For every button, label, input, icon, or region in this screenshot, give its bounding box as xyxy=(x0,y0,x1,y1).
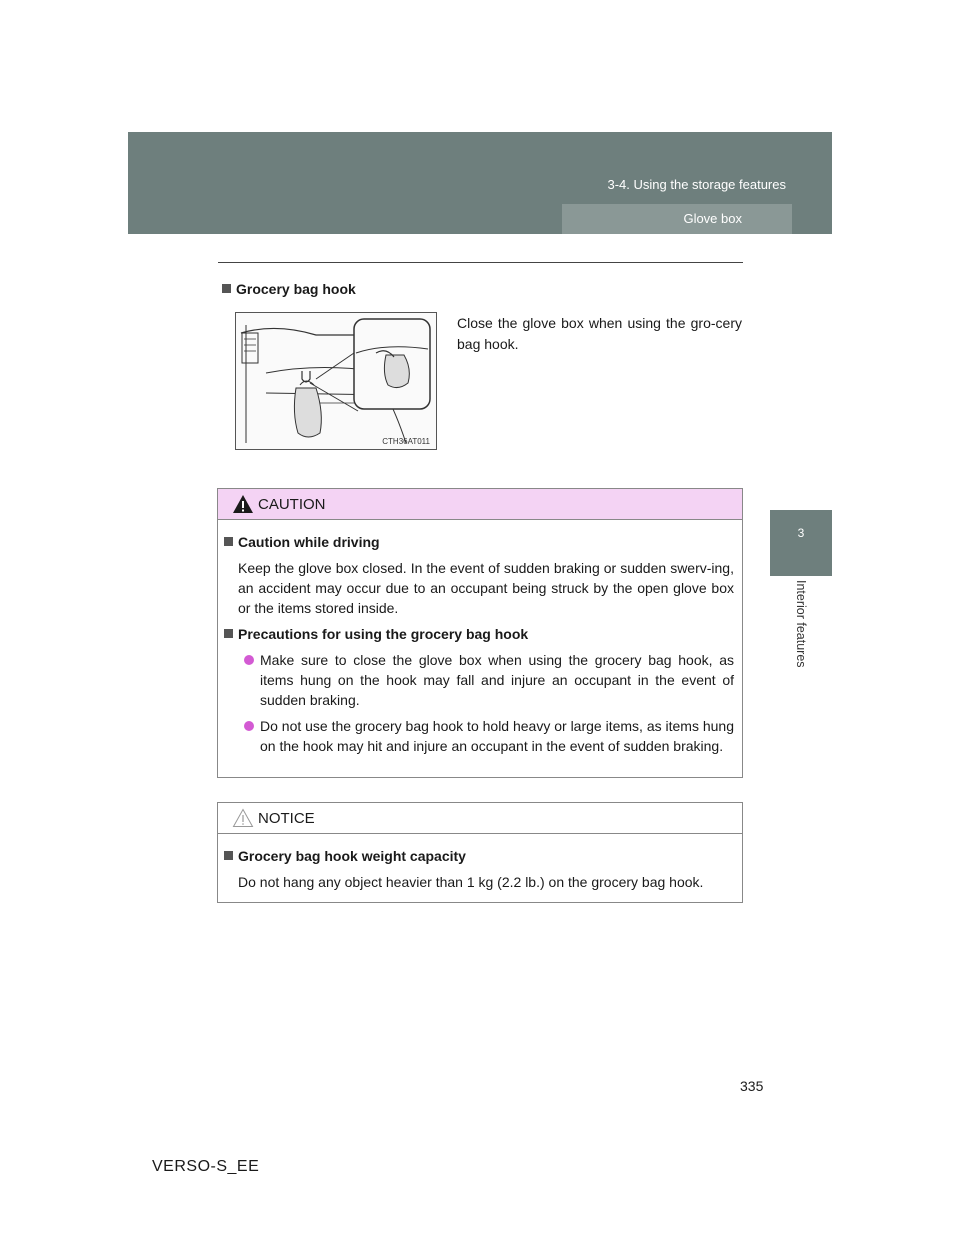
caution-bullet xyxy=(238,716,734,756)
grocery-hook-illustration xyxy=(235,312,437,450)
glove-box-drawing xyxy=(236,313,436,449)
grocery-description: Close the glove box when using the gro-cery bag hook. xyxy=(457,315,742,352)
notice-item-text: Do not hang any object heavier than 1 kg (2.2 lb.) on the grocery bag hook. xyxy=(238,874,704,890)
square-bullet-icon xyxy=(224,629,233,638)
notice-triangle-icon xyxy=(232,808,254,828)
grocery-heading-text: Grocery bag hook xyxy=(236,281,356,297)
model-code: VERSO-S_EE xyxy=(152,1158,260,1175)
square-bullet-icon xyxy=(224,851,233,860)
caution-bullet1-text: Make sure to close the glove box when using the grocery bag hook, as items hung on the hook may fall and injure an occupant in the event of sudden braking. xyxy=(260,652,734,708)
section-divider xyxy=(218,262,743,263)
caution-item2-heading-text: Precautions for using the grocery bag hook xyxy=(238,626,529,642)
caution-bullet xyxy=(238,650,734,710)
circle-bullet-icon xyxy=(244,721,254,731)
notice-title: NOTICE xyxy=(258,810,315,827)
chapter-tab-number: 3 xyxy=(770,510,832,576)
notice-item-heading xyxy=(224,846,734,866)
caution-body xyxy=(218,520,742,756)
section-title: 3-4. Using the storage features xyxy=(607,177,786,192)
notice-item-heading-text: Grocery bag hook weight capacity xyxy=(238,848,466,864)
figure-code: CTH36AT011 xyxy=(382,437,430,446)
caution-item1-text: Keep the glove box closed. In the event of sudden braking or sudden swerv-ing, an accident may occur due to an occupant being struck by the open glove box or the items stored inside. xyxy=(238,560,734,616)
grocery-heading xyxy=(222,281,356,297)
caution-title: CAUTION xyxy=(258,496,326,513)
caution-header xyxy=(218,489,742,520)
notice-box xyxy=(217,802,743,903)
chapter-label-text: Interior features xyxy=(794,580,808,668)
page-header xyxy=(128,132,832,234)
notice-header xyxy=(218,803,742,834)
caution-box xyxy=(217,488,743,778)
page-number: 335 xyxy=(740,1078,764,1094)
circle-bullet-icon xyxy=(244,655,254,665)
subsection-title: Glove box xyxy=(562,204,792,234)
square-bullet-icon xyxy=(222,284,231,293)
chapter-tab-label xyxy=(770,576,832,696)
caution-item-heading xyxy=(224,624,734,644)
caution-item1-heading-text: Caution while driving xyxy=(238,534,380,550)
caution-bullet2-text: Do not use the grocery bag hook to hold heavy or large items, as items hung on the hook may hit and injure an occupant in the event of sudden braking. xyxy=(260,718,734,754)
caution-item-heading xyxy=(224,532,734,552)
notice-body xyxy=(218,834,742,892)
warning-triangle-icon xyxy=(232,494,254,514)
square-bullet-icon xyxy=(224,537,233,546)
